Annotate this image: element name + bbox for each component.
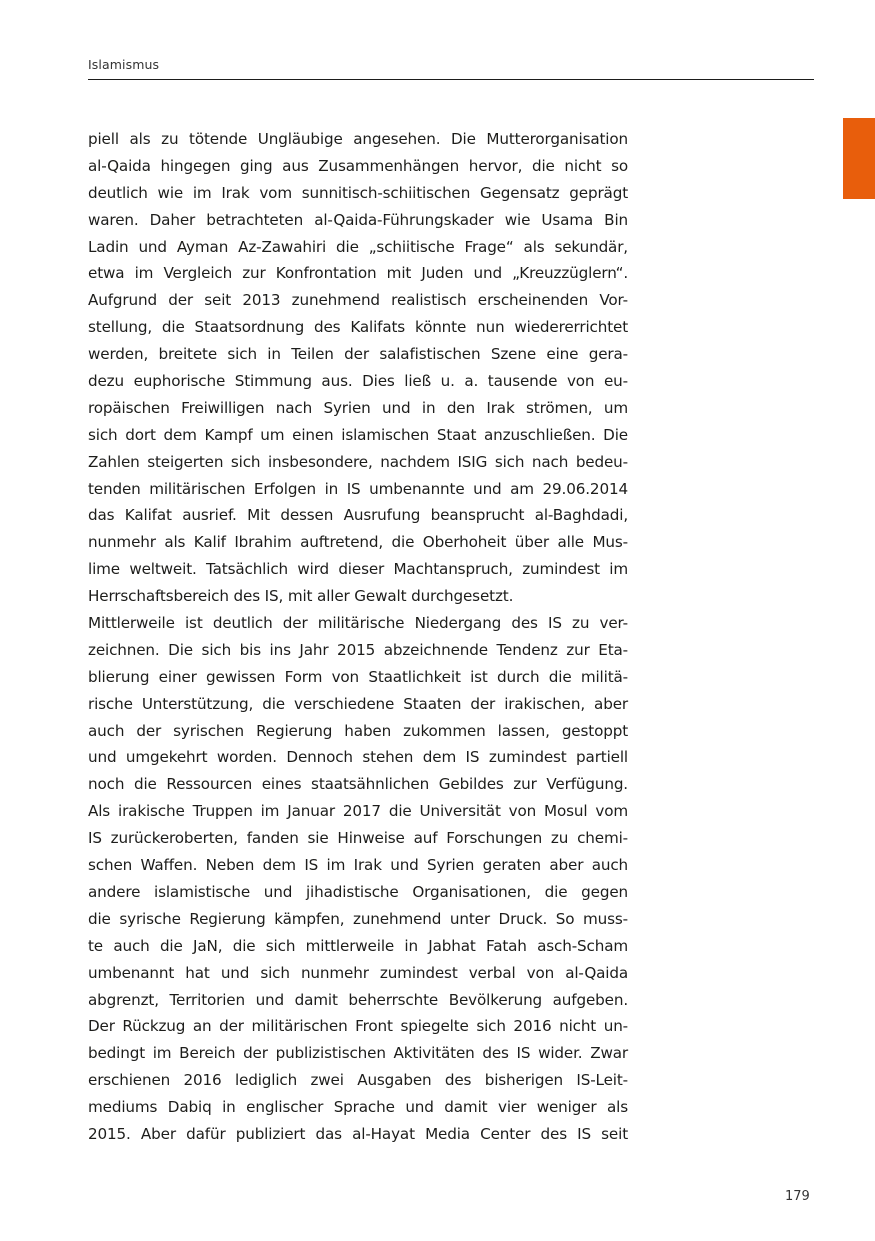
text-line: schen Waffen. Neben dem IS im Irak und Syrien geraten aber auch xyxy=(88,856,628,875)
text-line: zeichnen. Die sich bis ins Jahr 2015 abzeichnende Tendenz zur Eta- xyxy=(88,640,628,659)
text-line: umbenannt hat und sich nunmehr zumindest verbal von al-Qaida xyxy=(88,963,628,982)
text-line: dezu euphorische Stimmung aus. Dies ließ u. a. tausende von eu- xyxy=(88,372,628,391)
text-line: IS zurückeroberten, fanden sie Hinweise auf Forschungen zu chemi- xyxy=(88,829,628,848)
text-line: piell als zu tötende Ungläubige angesehen. Die Mutterorganisation xyxy=(88,130,628,148)
text-line: nunmehr als Kalif Ibrahim auftretend, die Oberhoheit über alle Mus- xyxy=(88,533,628,552)
text-line: Der Rückzug an der militärischen Front spiegelte sich 2016 nicht un- xyxy=(88,1017,628,1036)
chapter-thumb-tab xyxy=(843,118,875,199)
text-line: Ladin und Ayman Az-Zawahiri die „schiitische Frage“ als sekundär, xyxy=(88,237,628,256)
text-line: Als irakische Truppen im Januar 2017 die Universität von Mosul vom xyxy=(88,802,628,821)
text-line: werden, breitete sich in Teilen der salafistischen Szene eine gera- xyxy=(88,345,628,364)
text-line: stellung, die Staatsordnung des Kalifats könnte nun wiedererrichtet xyxy=(88,318,628,337)
body-text xyxy=(88,126,628,1148)
text-line: sich dort dem Kampf um einen islamischen Staat anzuschließen. Die xyxy=(88,425,628,444)
text-line: und umgekehrt worden. Dennoch stehen dem IS zumindest partiell xyxy=(88,748,628,767)
text-line: lime weltweit. Tatsächlich wird dieser Machtanspruch, zumindest im xyxy=(88,560,628,579)
text-line: rische Unterstützung, die verschiedene Staaten der irakischen, aber xyxy=(88,694,628,713)
page-number: 179 xyxy=(785,1189,810,1204)
text-line: Aufgrund der seit 2013 zunehmend realistisch erscheinenden Vor- xyxy=(88,291,628,310)
text-line: das Kalifat ausrief. Mit dessen Ausrufung beansprucht al-Baghdadi, xyxy=(88,506,628,525)
text-line: erschienen 2016 lediglich zwei Ausgaben des bisherigen IS-Leit- xyxy=(88,1071,628,1090)
text-line: 2015. Aber dafür publiziert das al-Hayat Media Center des IS seit xyxy=(88,1124,628,1143)
text-line: Mittlerweile ist deutlich der militärische Niedergang des IS zu ver- xyxy=(88,614,628,633)
text-line: etwa im Vergleich zur Konfrontation mit Juden und „Kreuzzüglern“. xyxy=(88,264,628,283)
running-header-title: Islamismus xyxy=(88,57,160,72)
text-line: te auch die JaN, die sich mittlerweile in Jabhat Fatah asch-Scham xyxy=(88,936,628,955)
text-line: mediums Dabiq in englischer Sprache und damit vier weniger als xyxy=(88,1098,628,1117)
text-line: noch die Ressourcen eines staatsähnlichen Gebildes zur Verfügung. xyxy=(88,775,628,794)
text-line-paragraph-end: Herrschaftsbereich des IS, mit aller Gewalt durchgesetzt. xyxy=(88,587,514,606)
text-line: ropäischen Freiwilligen nach Syrien und in den Irak strömen, um xyxy=(88,398,628,417)
text-line: deutlich wie im Irak vom sunnitisch-schiitischen Gegensatz geprägt xyxy=(88,183,628,202)
header-rule xyxy=(88,79,814,80)
text-line: Zahlen steigerten sich insbesondere, nachdem ISIG sich nach bedeu- xyxy=(88,452,628,471)
text-line: auch der syrischen Regierung haben zukommen lassen, gestoppt xyxy=(88,721,628,740)
text-line: blierung einer gewissen Form von Staatlichkeit ist durch die militä- xyxy=(88,667,628,686)
text-line: abgrenzt, Territorien und damit beherrschte Bevölkerung aufgeben. xyxy=(88,990,628,1009)
text-line: bedingt im Bereich der publizistischen Aktivitäten des IS wider. Zwar xyxy=(88,1044,628,1063)
text-line: al-Qaida hingegen ging aus Zusammenhängen hervor, die nicht so xyxy=(88,156,628,175)
text-line: die syrische Regierung kämpfen, zunehmend unter Druck. So muss- xyxy=(88,909,628,928)
text-line: tenden militärischen Erfolgen in IS umbenannte und am 29.06.2014 xyxy=(88,479,628,498)
text-line: andere islamistische und jihadistische Organisationen, die gegen xyxy=(88,882,628,901)
text-line: waren. Daher betrachteten al-Qaida-Führungskader wie Usama Bin xyxy=(88,210,628,229)
